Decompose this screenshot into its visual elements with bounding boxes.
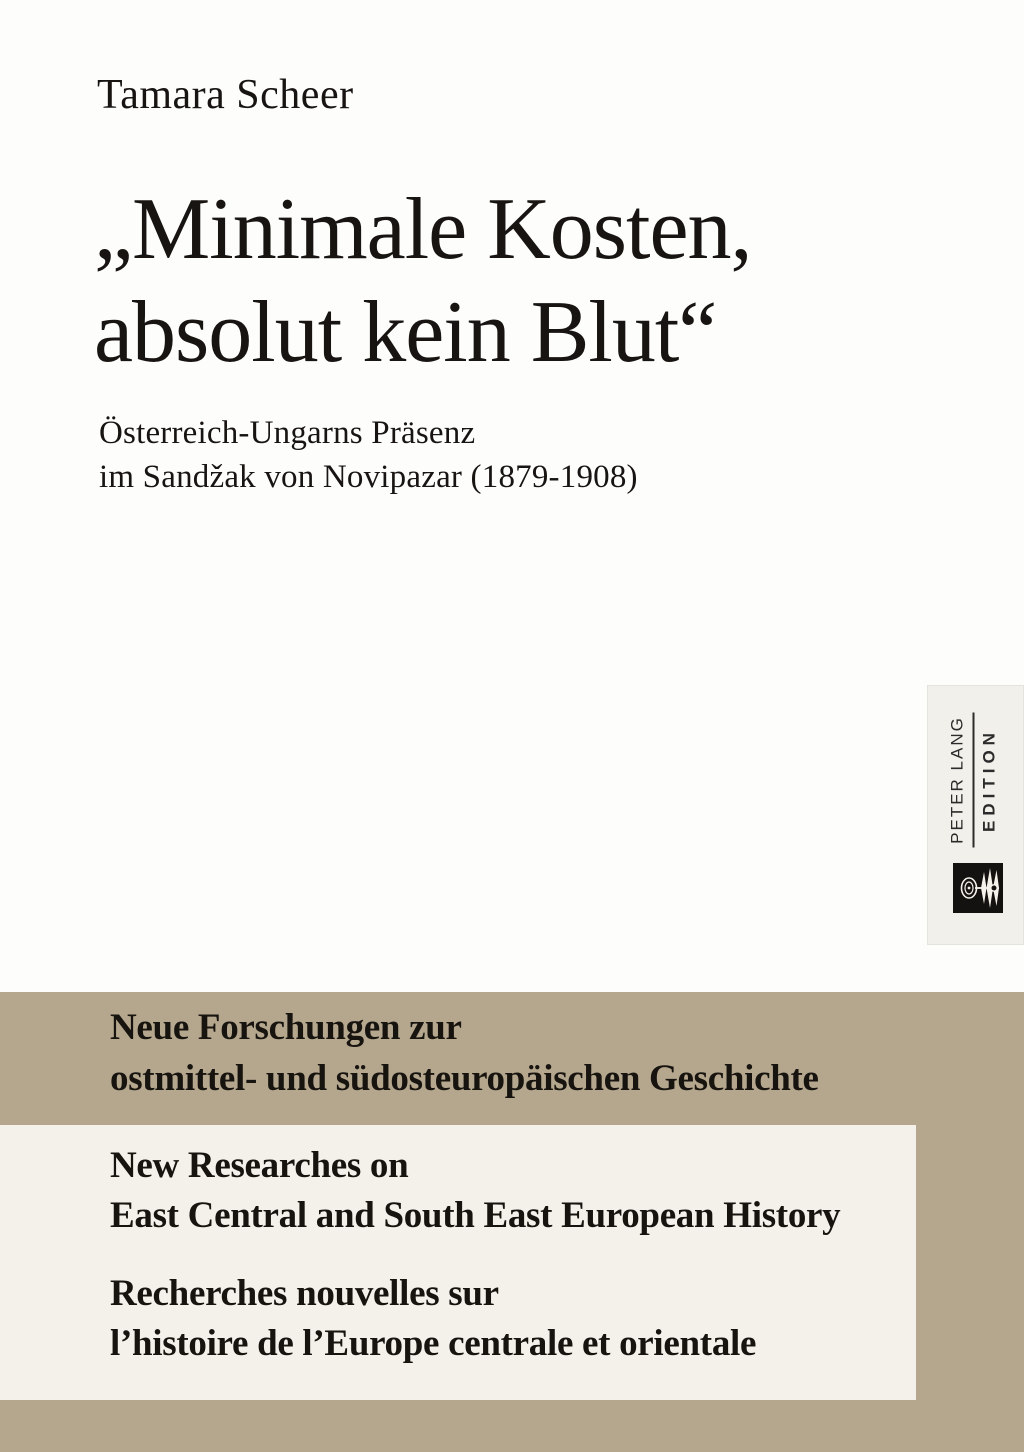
series-german-line-2: ostmittel- und südosteuropäischen Geschichte (110, 1058, 819, 1099)
subtitle-line-2: im Sandžak von Novipazar (1879-1908) (99, 459, 638, 495)
book-subtitle (99, 411, 638, 499)
series-title-german (110, 1002, 819, 1104)
series-french-line-1: Recherches nouvelles sur (110, 1273, 499, 1314)
author-name: Tamara Scheer (97, 72, 354, 118)
series-title-french (110, 1269, 756, 1369)
peter-lang-eagle-icon (953, 863, 1003, 913)
subtitle-line-1: Österreich-Ungarns Präsenz (99, 415, 476, 451)
series-panel (0, 1125, 916, 1400)
series-band (0, 992, 1024, 1452)
publisher-vertical-text (948, 713, 1004, 848)
publisher-logo-panel (927, 685, 1024, 945)
publisher-edition-label: EDITION (979, 728, 999, 832)
title-line-2: absolut kein Blut“ (94, 284, 717, 381)
title-line-1: „Minimale Kosten, (94, 181, 752, 278)
series-german-line-1: Neue Forschungen zur (110, 1007, 462, 1048)
series-english-line-2: East Central and South East European History (110, 1195, 841, 1236)
series-english-line-1: New Researches on (110, 1145, 409, 1186)
publisher-name: PETER LANG (948, 713, 975, 848)
series-french-line-2: l’histoire de l’Europe centrale et orientale (110, 1323, 757, 1364)
book-title (94, 178, 752, 384)
series-title-english (110, 1141, 840, 1241)
